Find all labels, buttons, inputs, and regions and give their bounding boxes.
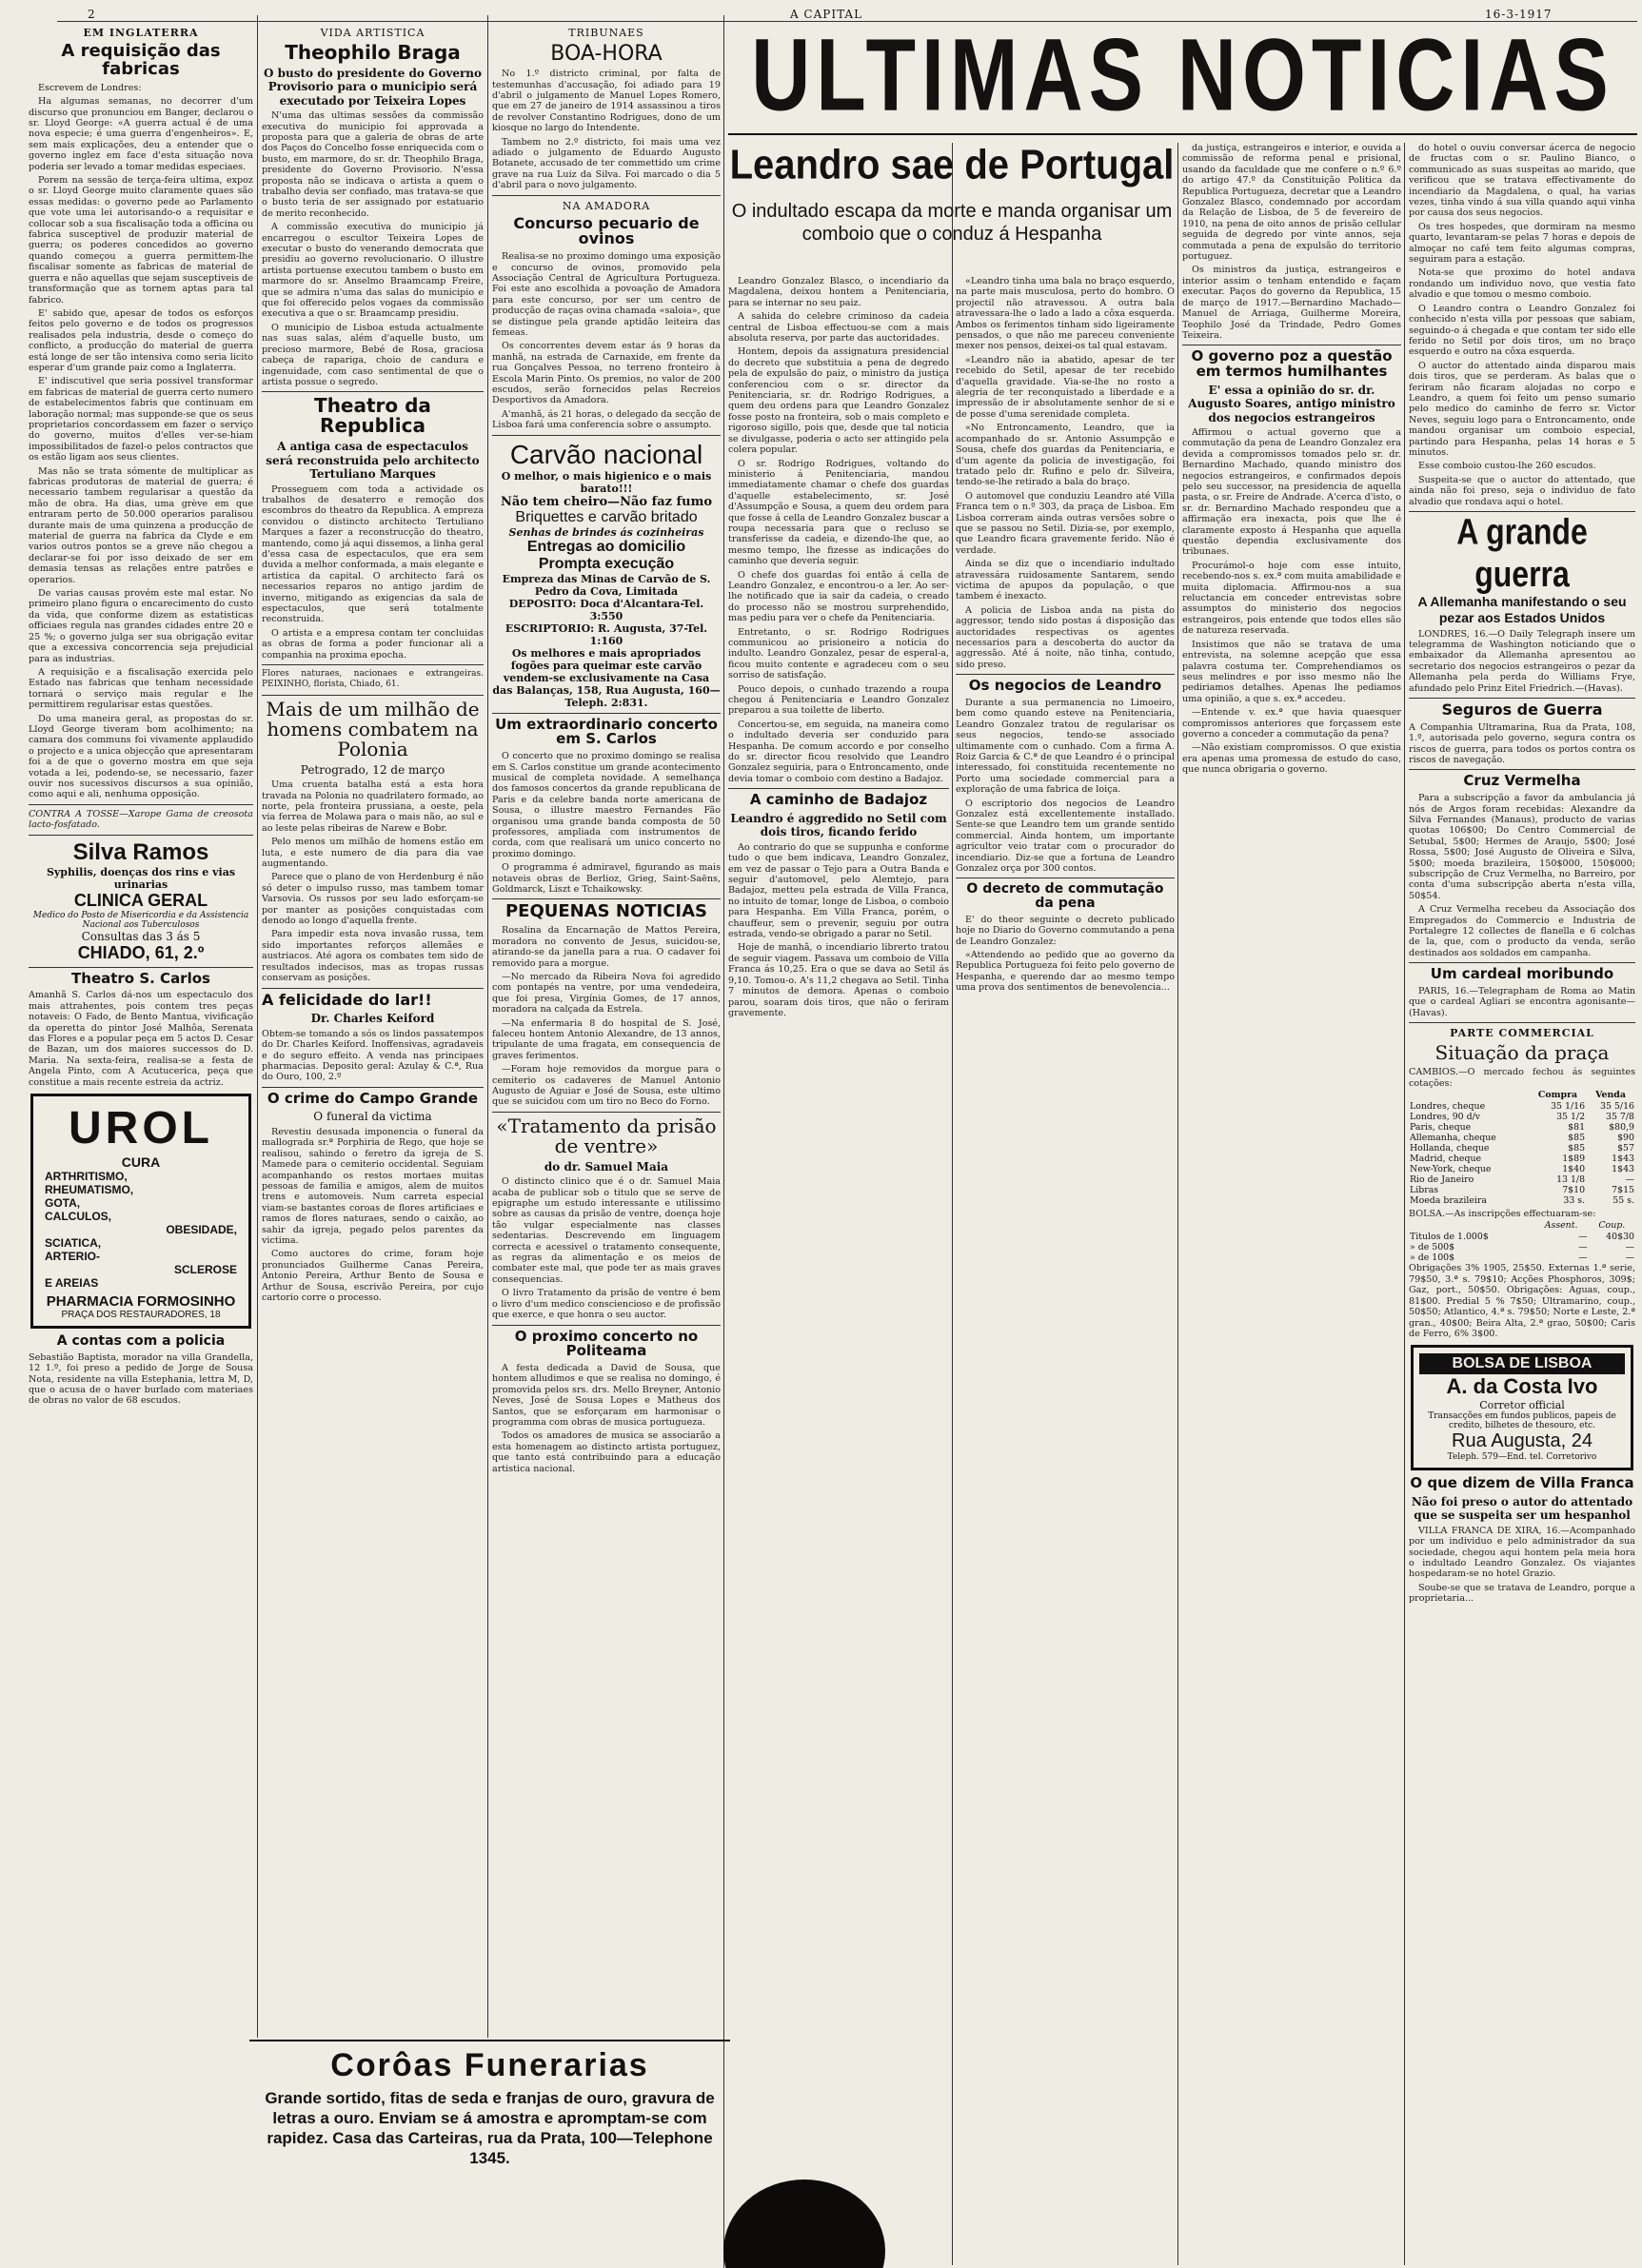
lead-story-head [728, 143, 1176, 246]
article-grande-guerra [1409, 629, 1635, 694]
article-paragraph: Hontem, depois da assignatura presidencial do decreto que substituia a pena de degredo pela de expulsão do paiz, o ministro da justiça conferenciou com o sr. director da Penitenciaria, sr. dr. Rodrigo Rodrigues, a quem deu ordens para que Leandro Gonzalez fosse posto na fronteira, sob o mais completo e rigoroso sigillo, pois que, desde que tal noticia se divulgasse, poderia o acto ser attingido pela colera popular. [728, 346, 949, 456]
ad-urol-cura: CURA [121, 1154, 161, 1170]
column-rule [487, 15, 488, 2038]
divider [249, 2040, 730, 2041]
table-header: Venda [1595, 1090, 1626, 1101]
table-row [1409, 1252, 1635, 1263]
headline-cardeal: Um cardeal moribundo [1430, 965, 1614, 983]
ad-silva-hours: Consultas das 3 ás 5 [81, 929, 201, 943]
article-paragraph: O livro Tratamento da prisão de ventre é bem o livro d'um medico consciencioso e de profissão que exerce, e que honra o seu auctor. [492, 1288, 721, 1321]
ad-carvao-title: Carvão nacional [509, 439, 703, 469]
column-rule [1177, 143, 1178, 2265]
article-paragraph: VILLA FRANCA DE XIRA, 16.—Acompanhado por um individuo e pelo administrador da sua sociedade, chegou aqui hontem pela meia hora o indultado Leandro Gonzalez. Os viajantes hospedaram-se no hotel Grazio. [1409, 1525, 1635, 1580]
article-paragraph: Ao contrario do que se suppunha e conforme tudo o que bem indicava, Leandro Gonzalez, em vez de passar o Tejo para a Outra Banda e seguir d'automovel, pelo Alemtejo, para Badajoz, metteu pela estrada de Villa Franca, no intuito de tomar, longe de Lisboa, o comboio para Hespanha. Em Villa Franca, porém, o chauffeur, sem o prevenir, seguiu por outra estrada, vendo-se obrigado a parar no Setil. [728, 841, 949, 940]
bolsa-more: Obrigações 3% 1905, 25$50. Externas 1.ª serie, 79$50, 3.ª s. 79$10; Acções Phosphoros, 309$; Gaz, port., 50$50. Obrigações: Aguas, coup., 81$00. Predial 5 % 7$50; Ultramarino, coup., 50$50; Atlantico, 4.ª s. 79$50; Norte e Leste, 2.ª gran., 40$00; Beira Alta, 2.ª grao, 50$00; Caris de Ferro, 6% 3$00. [1409, 1263, 1635, 1339]
ad-bolsa-title: BOLSA DE LISBOA [1419, 1353, 1625, 1374]
table-row [1409, 1164, 1635, 1174]
section-label: TRIBUNAES [568, 27, 644, 39]
cambios-intro: CAMBIOS.—O mercado fechou ás seguintes cotações: [1409, 1067, 1635, 1089]
ad-bolsa-phone: Teleph. 579—End. tel. Corretorivo [1447, 1452, 1597, 1463]
article-paragraph: O automovel que conduziu Leandro até Villa Franca tem o n.º 303, da praça de Lisboa. Em Lisboa correram ainda outras versões sobre o que se passou no Setil. Dizia-se, por exemplo, que Leandro ficara gravemente ferido. Não é verdade. [956, 490, 1175, 556]
table-cell: — [1625, 1174, 1634, 1186]
table-cell: 35 1/2 [1556, 1112, 1586, 1123]
table-cell: 1$40 [1562, 1164, 1586, 1175]
ad-carvao-line4: Entregas ao domicilio [526, 538, 686, 555]
article-leandro [728, 276, 949, 784]
article-paragraph: N'uma das ultimas sessões da commissão executiva do municipio foi approvada a proposta para que a galeria de obras de arte dos Paços do Concelho fosse enriquecida com o busto, em marmore, do sr. dr. Theophilo Braga, presidente do Governo Provisorio. N'essa proposta não se indicava o artista a quem o trabalho devia ser confiado, mas tratava-se que o busto teria de ser assignado por estatuario de merito reconhecido. [262, 110, 484, 219]
bolsa-table [1409, 1219, 1635, 1263]
article-paragraph: A commissão executiva do municipio já encarregou o escultor Teixeira Lopes de executar o busto do venerando democrata que presidiu ao governo revolucionario. O illustre artista portuense executou tambem o busto em marmore do sr. Anselmo Braamcamp Freire, que se admira n'uma das salas do municipio e que foi offerecido pelos vogaes da commissão executiva a que o sr. Braamcamp presidiu. [262, 222, 484, 320]
article-paragraph: PARIS, 16.—Telegrapham de Roma ao Matin que o cardeal Agliari se encontra agonisante—(Havas). [1409, 986, 1635, 1018]
table-cell: » de 100$ [1410, 1252, 1455, 1264]
article-concerto-sao-carlos [492, 751, 721, 895]
article-paragraph: E' indiscutivel que seria possivel transformar em fabricas de material de guerra certo numero de estabelecimentos fabris que continuam em laboração normal; mas supponde-se que os seus proprietarios concordassem em fazer o serviço do governo, muitos d'elles ver-se-hiam impossibilitados de fazel-o pelos contractos que os estão ligam aos seus clientes. [29, 376, 253, 463]
condition-item: CALCULOS, [45, 1210, 111, 1223]
article-paragraph: Ainda se diz que o incendiario indultado atravessára ruidosamente Santarem, sendo victima de apupos da população, o que tambem é inexacto. [956, 559, 1175, 602]
table-header: Compra [1537, 1090, 1578, 1101]
table-header: Assent. [1544, 1220, 1578, 1232]
article-paragraph: O concerto que no proximo domingo se realisa em S. Carlos constitue um grande acontecimento musical de completa novidade. A semelhança dos famosos concertos da grande republicana de Paris e da celebre banda norte americana de Sousa, o illustre maestro Fernandes Fão organisou uma grande banda composta de 50 professores, ampliada com instrumentos de corda, com que realisará um unico concerto no proximo domingo. [492, 751, 721, 859]
column-6 [1182, 143, 1401, 2265]
article-paragraph: Porem na sessão de terça-feira ultima, expoz o sr. Lloyd George muito claramente quaes são essas medidas: o governo pede ao Parlamento que vote uma lei autorisando-o a requisitar e collocar sob a sua fiscalisação toda a officina ou fabrica susceptivel de produzir material de guerra; os poderes concedidos ao governo quando começou a guerra permittem-lhe fiscalisar somente as fabricas de material de guerra e não aquellas que sejam susceptiveis de transformação que as tornem aptas para tal fabrico. [29, 175, 253, 306]
table-row [1409, 1232, 1635, 1242]
table-row [1409, 1101, 1635, 1112]
article-paragraph: Leandro Gonzalez Blasco, o incendiario da Magdalena, deixou hontem a Penitenciaria, para se internar no seu paiz. [728, 276, 949, 308]
article-paragraph: Durante a sua permanencia no Limoeiro, bem como quando esteve na Penitenciaria, Leandro Gonzalez tratou de regularisar os seus negocios, tendo-se associado ultimamente com o cunhado. Com a firma A. Roiz Garcia & C.ª de que Leandro é o principal interessado, foi constituida recentemente no Porto uma sociedade commercial para a exploração de uma fabrica de loiça. [956, 697, 1175, 796]
article-paragraph: O auctor do attentado ainda disparou mais dois tiros, que se perderam. As balas que o feriram não ficaram alojadas no corpo e Leandro, a quem foi feito um penso sumario pelo medico do caminho de ferro sr. Victor Neves, seguiu logo para o Entroncamento, onde mandou organisar um comboio especial, partindo para Hespanha, pelas 14 horas e 5 minutos. [1409, 360, 1635, 458]
article-paragraph: «Leandro tinha uma bala no braço esquerdo, na parte mais musculosa, perto do hombro. O projectil não atravessou. A outra bala atravessara-lhe o lado a lado a côxa esquerda. Ambos os ferimentos tinham sido ligeiramente pensados, o que não me pareceu conveniente mexer nos pensos, deixei-os tal qual estavam. [956, 276, 1175, 352]
column-1 [29, 25, 253, 2268]
article-tratamento [492, 1176, 721, 1320]
ad-coroas-title: Corôas Funerarias [330, 2047, 649, 2083]
article-paragraph: Para a subscripção a favor da ambulancia já nós de Argos foram recebidas: Alexandre da Silva Fernandes (Manaus), producto de varias quotas 106$00; Do Centro Commercial de Setubal, 5$00; Hermes de Araujo, 5$00; José Rossa, 5$00; José Augusto de Oliveira e Silva, 5$00; moeda brazileira, 150$000, 150$000; subscripção de Cruz Vermelha, no Barreiro, por conta d'uma subscripção aberta n'esta villa, 50$54. [1409, 793, 1635, 901]
table-cell: Titulos de 1.000$ [1410, 1232, 1489, 1243]
subhead-grande-guerra: A Allemanha manifestando o seu pezar aos Estados Unidos [1417, 594, 1627, 625]
article-theatro-sao-carlos: Amanhã S. Carlos dá-nos um espectaculo dos mais attrahentes, pois contem tres peças notaveis: O Fado, de Bento Mantua, vivificação da operetta do pintor José Malhôa, Serenata das Flores e a popular peça em 5 actos D. Cesar de Bazan, um dos maiores successos do D. Maria. Na sexta-feira, realisa-se a festa de Angela Pinto, com A Acutucerica, peça que constitue a mais recente estreia da actriz. [29, 990, 253, 1088]
article-paragraph: O Leandro contra o Leandro Gonzalez foi conhecido n'esta villa por pessoas que sabiam, seguindo-o á chegada e que contam ter sido elle ferido no Setil por dois tiros, um no braço esquerdo e outro na côxa esquerda. [1409, 303, 1635, 358]
divider [728, 788, 949, 789]
article-paragraph: Hoje de manhã, o incendiario librerto tratou de seguir viagem. Passava um comboio de Villa Franca ás 10,25. Era o que se dava ao Setil ás 9,10. Tomou-o. A's 11,2 chegava ao Setil. Tinha 7 minutos de demora. Apenas o comboio parou, soaram dois tiros, que não o feriram gravemente. [728, 942, 949, 1018]
article-paragraph: Entretanto, o sr. Rodrigo Rodrigues communicou ao prisioneiro a noticia do indulto. Leandro Gonzalez, pesar de esperal-a, ficou muito contente e agradeceu com o seu sorriso de satisfação. [728, 626, 949, 681]
article-paragraph: Suspeita-se que o auctor do attentado, que ainda não foi preso, seja o individuo de fato alvadio que rondava aqui o hotel. [1409, 474, 1635, 507]
headline-villa-franca: O que dizem de Villa Franca [1410, 1474, 1634, 1492]
article-paragraph: E' sabido que, apesar de todos os esforços feitos pelo governo e de todos os progressos realisados pela industria, desde o começo do conflicto, a producção do material de guerra está longe de ser tão intensiva como seria licito esperar d'um grande paiz como a Inglaterra. [29, 307, 253, 373]
table-cell: — [1625, 1252, 1634, 1264]
ad-bolsa-name: A. da Costa Ivo [1446, 1374, 1598, 1399]
column-7 [1409, 143, 1635, 2265]
table-cell: $57 [1617, 1143, 1634, 1154]
bolsa-text: BOLSA.—As inscripções effectuaram-se: [1409, 1209, 1596, 1220]
table-cell: 1$89 [1562, 1154, 1586, 1165]
subhead-villa-franca: Não foi preso o autor do attentado que se suspeita ser um hespanhol [1411, 1495, 1633, 1523]
article-paragraph: A festa dedicada a David de Sousa, que hontem alludimos e que se realisa no domingo, é promovida pelos srs. drs. Mello Breyner, Antonio Neves, José de Sousa Lopes e Matheus dos Santos, que se esforçaram em harmonisar o programma com obras de musica portugueza. [492, 1363, 721, 1429]
table-row [1409, 1242, 1635, 1252]
article-paragraph: «Leandro não ia abatido, apesar de ter recebido do Setil, apesar de ter recebido d'aquella gravidade. Via-se-lhe no rosto a alegria de ter reconquistado a liberdade e a impressão de ir absolutamente senhor de si e de posse d'uma serenidade completa. [956, 354, 1175, 420]
article-paragraph: Os ministros da justiça, estrangeiros e interior assim o tenham entendido e façam executar. Paços do governo da Republica, 15 de março de 1917.—Bernardino Machado—Manuel de Arriaga, Guilherme Moreira, Teophilo José da Trindade, Pedro Gomes Teixeira. [1182, 265, 1401, 341]
notice-tosse: CONTRA A TOSSE—Xarope Gama de creosota lacto-fosfatado. [29, 808, 253, 831]
divider [29, 967, 253, 968]
page-number: 2 [88, 8, 96, 21]
article-cruz-vermelha [1409, 793, 1635, 958]
headline-concerto-sao-carlos: Um extraordinario concerto em S. Carlos [495, 715, 718, 748]
headline-questao-humilhantes: O governo poz a questão em termos humilhantes [1191, 347, 1393, 381]
page-date: 16-3-1917 [1485, 8, 1553, 21]
ad-bolsa-role: Corretor official [1479, 1399, 1565, 1412]
ad-urol-pharmacy: PHARMACIA FORMOSINHO [46, 1293, 236, 1310]
article-paragraph: Soube-se que se tratava de Leandro, porque a proprietaria... [1409, 1582, 1635, 1605]
ad-carvao-line3: Senhas de brindes ás cozinheiras [508, 525, 704, 539]
article-paragraph: Os tres hospedes, que dormiram na mesmo quarto, levantaram-se pelas 7 horas e depois de almoçar no café tem feito algumas compras, seguiram para a estação. [1409, 221, 1635, 266]
divider [262, 391, 484, 392]
article-paragraph: —Entende v. ex.ª que havia quaesquer compromissos anteriores que forçassem este governo a conceder a commutação da pena? [1182, 707, 1401, 740]
article-paragraph: LONDRES, 16.—O Daily Telegraph insere um telegramma de Washington noticiando que o embaixador da Allemanha apresentou ao secretario dos negocios estrangeiros o pezar da Allemanha pela perda do Williams Frye, afundado pelo Prinz Eitel Friedrich.—(Havas). [1409, 628, 1635, 694]
article-polonia [262, 779, 484, 983]
ad-coroas-funerarias [249, 2040, 730, 2264]
table-cell: » de 500$ [1410, 1242, 1455, 1253]
ad-urol [30, 1094, 251, 1329]
ad-silva-line1: Syphilis, doenças dos rins e vias urinarias [46, 865, 236, 891]
article-paragraph: «No Entroncamento, Leandro, que ia acompanhado do sr. Antonio Assumpção e Sousa, chefe dos guardas da Penitenciaria, e d'um agente da policia de investigação, foi tratado pelo dr. Rufino e pelo dr. Silveira, tendo-se-lhe retirado a bala do braço. [956, 423, 1175, 488]
article-paragraph: A requisição e a fiscalisação exercida pelo Estado nas fabricas que tenham necessidade tornará o serviço mais regular e lhe permittirem regularisar estas questões. [29, 666, 253, 711]
article-paragraph: Pouco depois, o cunhado trazendo a roupa chegou á Penitenciaria e Leandro Gonzalez preparou a sua toilette de liberto. [728, 683, 949, 717]
article-contas-policia: Sebastião Baptista, morador na villa Grandella, 12 1.º, foi preso a pedido de Jorge de Sousa Nota, residente na villa Estephania, lettra M, D, que o acusa de o haver burlado com materiaes de obras no valor de 68 escudos. [29, 1351, 253, 1407]
divider [29, 804, 253, 805]
ad-silva-clinic: CLINICA GERAL [73, 890, 208, 910]
article-decreto-commutacao [956, 915, 1175, 994]
table-cell: $85 [1568, 1143, 1586, 1154]
table-cell: 40$30 [1606, 1232, 1634, 1243]
section-label: VIDA ARTISTICA [320, 27, 425, 39]
condition-item: ARTERIO- [45, 1250, 100, 1263]
divider [29, 835, 253, 836]
condition-item: OBESIDADE, [166, 1223, 237, 1236]
article-paragraph: Do uma maneira geral, as propostas do sr. Lloyd George tiveram bom acolhimento; na camara dos communs foi vivamente applaudido o projecto e a unica objecção que apresentaram foi a de que o governo mostra em que seja votada a lei, podendo-se, se necessario, fazer ouvir nos sucessivos discursos a sua opinião, como aqui e ali, nenhuma opposição. [29, 713, 253, 800]
article-paragraph: O distincto clinico que é o dr. Samuel Maia acaba de publicar sob o titulo que se serve de epigraphe um estudo interessante e utilissimo sobre as causas da prisão de ventre, doença hoje tão vulgar especialmente nas classes sedentarias. Descrevendo em linguagem correcta e acessivel o tratamento consequente, as regras da alimentação e os meios de combater este mal, que pode ter as mais graves consequencias. [492, 1176, 721, 1285]
column-rule [723, 15, 724, 2268]
headline-concerto-politeama: O proximo concerto no Politeama [514, 1327, 699, 1360]
ad-carvao-line9: Os melhores e mais apropriados fogões para queimar este carvão vendem-se exclusivamente na Casa das Balanças, 158, Rua Augusta, 160—Teleph. 2:831. [492, 646, 721, 709]
article-paragraph: O programma é admiravel, figurando as mais notaveis obras de Berlioz, Grieg, Saint-Saëns, Goldmarck, Liszt e Tchaikowsky. [492, 862, 721, 896]
section-label: NA AMADORA [562, 199, 651, 212]
article-paragraph: —Não existiam compromissos. O que existia era apenas uma promessa de estudo do caso, que nunca obrigaria o governo. [1182, 742, 1401, 776]
article-paragraph: O chefe dos guardas foi então á cella de Leandro Gonzalez, e encontrou-o a ler. Ao ser-lhe notificado que ia sair da cadeia, o creado do processo não se mostrou surprehendido, mas pediu para ver o chefe da Penitenciaria. [728, 569, 949, 624]
table-cell: — [1578, 1252, 1588, 1264]
masthead [728, 23, 1637, 137]
column-2 [262, 25, 484, 2047]
article-theophilo-braga [262, 110, 484, 387]
table-cell: 55 s. [1612, 1195, 1634, 1207]
article-paragraph: Pelo menos um milhão de homens estão em luta, e este numero de dia para dia vae augmentando. [262, 837, 484, 870]
article-paragraph: No 1.º districto criminal, por falta de testemunhas d'accusação, foi adiado para 19 d'abril o julgamento de Manuel Lopes Romero, que em 27 de janeiro de 1914 assassinou a tiros de revolver Constantino Rodrigues, dono de um kiosque no largo do Intendente. [492, 69, 721, 134]
header-rule [57, 21, 1637, 22]
table-cell: 13 1/8 [1556, 1174, 1586, 1186]
article-theatro-republica [262, 484, 484, 661]
divider [262, 988, 484, 989]
article-paragraph: —Na enfermaria 8 do hospital de S. José, faleceu hontem Antonio Alexandre, de 13 annos, tripulante de uma fragata, em consequencia de graves ferimentos. [492, 1017, 721, 1061]
divider [492, 1325, 721, 1326]
condition-item: SCIATICA, [45, 1236, 102, 1250]
ad-seguros-title: Seguros de Guerra [1441, 700, 1603, 720]
divider [1409, 769, 1635, 770]
headline-boa-hora: BOA-HORA [550, 42, 663, 66]
section-label: EM INGLATERRA [83, 27, 199, 39]
ad-carvao-line6: Empreza das Minas de Carvão de S. Pedro da Cova, Limitada [502, 572, 711, 598]
article-paragraph: —Foram hoje removidos da morgue para o cemiterio os cadaveres de Manuel Antonio Augusto de Aguiar e José de Sousa, este ultimo que se suicidou com um tiro no Beco do Forno. [492, 1064, 721, 1108]
divider [956, 674, 1175, 675]
table-cell: — [1578, 1242, 1588, 1253]
column-rule [1404, 143, 1405, 2265]
divider [1409, 698, 1635, 699]
article-pequenas-noticias [492, 925, 721, 1108]
divider [262, 695, 484, 696]
table-cell: 1$43 [1612, 1154, 1634, 1165]
divider [262, 664, 484, 665]
column-rule [952, 143, 953, 2265]
headline-crime-campo-grande: O crime do Campo Grande [267, 1089, 479, 1107]
headline-pequenas-noticias: PEQUENAS NOTICIAS [504, 901, 708, 922]
article-paragraph: Revestiu desusada imponencia o funeral da mallograda sr.ª Porphiria de Rego, que hoje se realisou, sahindo o feretro da igreja de S. Mamede para o cemiterio occidental. Seguiam acompanhando os restos mortaes muitas pessoas de familia e amigos, alem de muitos trens e automoveis. Num carreta especial viam-se bastantes coroas de flores artificiaes e ramos de flores naturaes, sendo o caixão, ao sahir da igreja, pegado pelos parentes da victima. [262, 1126, 484, 1246]
divider [492, 435, 721, 436]
table-row [1409, 1185, 1635, 1195]
article-villa-franca-cont [1409, 143, 1635, 507]
divider [1409, 1022, 1635, 1023]
section-label: PARTE COMMERCIAL [1450, 1027, 1594, 1040]
headline-caminho-badajoz: A caminho de Badajoz [749, 791, 928, 809]
article-paragraph: De varias causas provém este mal estar. No primeiro plano figura o encarecimento do custo da vida, que conforme dizem as estatisticas officiaes regula nas grandes cidades entre 20 e 25 %; o governo julga ser sua obrigação evitar que a excessiva concorrencia seja prejudicial para as industrias. [29, 588, 253, 664]
ad-carvao-line5: Prompta execução [538, 555, 675, 572]
headline-tratamento: «Tratamento da prisão de ventre» [496, 1114, 717, 1157]
divider [492, 195, 721, 196]
ad-felicidade [262, 990, 484, 1083]
headline-negocios-leandro: Os negocios de Leandro [968, 677, 1162, 695]
article-paragraph: Procurámol-o hoje com esse intuito, recebendo-nos s. ex.ª com muita amabilidade e muita diplomacia. Affirmou-nos a sua reluctancia em conceder entrevistas sobre assumptos do ministerio dos negocios estrangeiros, pois entende que todos elles são de natureza reservada. [1182, 560, 1401, 637]
ad-carvao-nacional [492, 440, 721, 709]
divider [492, 1112, 721, 1113]
table-header: Coup. [1598, 1220, 1626, 1232]
headline-cruz-vermelha: Cruz Vermelha [1463, 772, 1581, 790]
subhead-theatro-republica: A antiga casa de espectaculos será reconstruida pelo architecto Tertuliano Marques [266, 440, 480, 482]
ad-seguros-body: A Companhia Ultramarina, Rua da Prata, 108, 1.º, autorisada pelo governo, segura contra os riscos de guerra, para todos os portos contra os riscos de navegação. [1409, 721, 1635, 766]
condition-item: RHEUMATISMO, [45, 1183, 134, 1196]
paper-name: A CAPITAL [789, 8, 863, 21]
table-cell: — [1625, 1242, 1634, 1253]
article-paragraph: Parece que o plano de von Herdenburg é não só deter o impulso russo, mas tambem tomar Varsovia. Os russos por seu lado esforçam-se por manter as posições conquistadas com denodo ao longo d'aquella frente. [262, 872, 484, 927]
masthead-rule [728, 133, 1637, 135]
article-requisicao [29, 83, 253, 800]
masthead-title: ULTIMAS NOTICIAS [751, 23, 1614, 132]
article-paragraph: Ha algumas semanas, no decorrer d'um discurso que pronunciou em Banger, declarou o sr. Lloyd George: «A guerra actual é de uma nova especie; é uma guerra d'engenheiros». E, sem mais explicações, deu a entender que o governo inglez em face d'esta situação nova poderia ser levado a tomar medidas especiaes. [29, 96, 253, 172]
headline-situacao-praca: Situação da praça [1434, 1041, 1610, 1065]
article-paragraph: Affirmou o actual governo que a commutação da pena de Leandro Gonzalez era devida a compromissos tomados pelo sr. dr. Bernardino Machado, quando ministro dos negocios estrangeiros, e confirmados depois pelo seu successor, na presidencia de aquella pasta, o sr. Freire de Andrade. A'cerca d'isto, o sr. dr. Bernardino Machado respondeu que a affirmação era inexacta, pois que lhe é claramente exposto á Hespanha que aquella questão dependia exclusivamente dos tribunaes. [1182, 426, 1401, 558]
headline-concurso-ovinos: Concurso pecuario de ovinos [513, 213, 700, 248]
article-villa-franca [1409, 1526, 1635, 1605]
article-concurso-ovinos [492, 251, 721, 431]
article-paragraph: Esse comboio custou-lhe 260 escudos. [1418, 461, 1596, 472]
article-paragraph: Mas não se trata sómente de multiplicar as fabricas produtoras de material de guerra; é necessario tambem regularisar a questão da mão de obra. Ha dias, uma grève em que entraram perto de 50.000 operarios paralisou durante mais de uma quinzena a producção de material de guerra na fabrica da Clyde e em varios outros pontos se a greve não chegou a declarar-se foi por isso deixado de ser em demasia tensas as relações entre patrões e operarios. [29, 465, 253, 585]
article-paragraph: —No mercado da Ribeira Nova foi agredido com pontapés na ventre, por uma vendedeira, que foi presa, Virgínia Gomes, de 17 annos, moradora na calçada da Estrela. [492, 971, 721, 1016]
table-row [1409, 1122, 1635, 1133]
table-cell: 35 5/16 [1600, 1101, 1634, 1113]
article-paragraph: «Attendendo ao pedido que ao governo da Republica Portugueza foi feito pelo governo de Hespanha, e querendo dar ao mesmo tempo uma prova dos sentimentos de benevolencia... [956, 950, 1175, 994]
article-concerto-politeama [492, 1363, 721, 1474]
table-cell: Paris, cheque [1410, 1122, 1472, 1134]
table-cell: 35 1/16 [1551, 1101, 1586, 1113]
article-cardeal [1409, 986, 1635, 1018]
table-cell: New-York, cheque [1410, 1164, 1492, 1175]
table-cell: Allemanha, cheque [1410, 1133, 1496, 1144]
headline-decreto-commutacao: O decreto de commutação da pena [966, 881, 1164, 912]
article-paragraph: Escrevem de Londres: [38, 82, 142, 93]
article-decreto-cont [1182, 143, 1401, 341]
column-4 [728, 276, 949, 2265]
subhead-tratamento: do dr. Samuel Maia [544, 1159, 669, 1173]
table-cell: 1$43 [1612, 1164, 1634, 1175]
table-header [1409, 1219, 1534, 1232]
table-row [1409, 1143, 1635, 1154]
table-cell: 33 s. [1563, 1195, 1586, 1207]
article-paragraph: Todos os amadores de musica se associarão a esta homenagem ao distincto artista portuguez, que tanto está contribuindo para a educação artistica nacional. [492, 1430, 721, 1474]
subhead-augusto-soares: E' essa a opinião do sr. dr. Augusto Soares, antigo ministro dos negocios estrangeiros [1188, 383, 1395, 424]
table-cell: $80,9 [1609, 1122, 1634, 1134]
headline-requisicao: A requisição das fabricas [61, 41, 221, 79]
article-paragraph: O municipio de Lisboa estuda actualmente nas suas salas, além d'aquelle busto, um precioso marmore, Bebé de Rosa, graciosa cabeça de rapariga, choio de candura e ingenuidade, com caso sentimental de que o artista possue o segredo. [262, 322, 484, 387]
article-paragraph: Nota-se que proximo do hotel andava rondando um individuo novo, que vestia fato alvadio e que tomou o mesmo comboio. [1409, 267, 1635, 301]
headline-theatro-sao-carlos: Theatro S. Carlos [71, 969, 210, 987]
article-leandro-cont [956, 276, 1175, 670]
column-5 [956, 276, 1175, 2265]
subhead-caminho-badajoz: Leandro é aggredido no Setil com dois tiros, ficando ferido [730, 812, 947, 839]
article-paragraph: Insistimos que não se tratava de uma entrevista, na solemne acepção que essa palavra costuma ter. Comprehendiamos os seus melindres e por isso mesmo não lhe pediriamos detalhes. Apenas lhe pediamos uma opinião, a que s. ex.ª accedeu. [1182, 639, 1401, 704]
condition-item: GOTA, [45, 1196, 81, 1210]
article-crime-campo-grande [262, 1127, 484, 1304]
table-cell: Libras [1410, 1185, 1439, 1196]
table-row [1409, 1195, 1635, 1206]
ad-silva-name: Silva Ramos [72, 838, 209, 865]
table-cell: 7$15 [1612, 1185, 1634, 1196]
article-paragraph: Os concorrentes devem estar ás 9 horas da manhã, na estrada de Carnaxide, em frente da rua Gonçalves Pessoa, no terreno fronteiro à Escola Marin Pinto. Os premios, no valor de 200 escudos, serão fornecidos pelas Recreios Desportivos da Amadora. [492, 341, 721, 406]
headline-milhao-homens: Mais de um milhão de homens combatem na Polonia [266, 697, 480, 760]
article-paragraph: A Cruz Vermelha recebeu da Associação dos Empregados do Commercio e Industria de Portalegre 12 collectes de flanella e 6 colchas de la, que, com o producto da venda, serão destinados aos soldados em campanha. [1409, 904, 1635, 958]
ad-carvao-tag: O melhor, o mais higienico e o mais barato!!! [501, 469, 712, 495]
article-paragraph: A policia de Lisboa anda na pista do aggressor, tendo sido postas á disposição das auctoridades respectivas os agentes necessarios para a descoberta do auctor da aggressão. Até á noite, não tinha, contudo, sido preso. [956, 604, 1175, 670]
ad-urol-brand: UROL [69, 1103, 213, 1154]
article-paragraph: da justiça, estrangeiros e interior, e ouvida a commissão de reforma penal e prisional, usando da faculdade que me confere o n.º 6.º do artigo 47.º da Constituição Politica da Republica Portugueza, decretar que a Leandro Gonzalez Blasco, condemnado por accordam da Relação de Lisboa, de 5 de fevereiro de 1910, na pena de oito annos de prisão cellular seguida de degredo por vinte annos, seja commutada a pena de expulsão do territorio portuguez. [1182, 143, 1401, 263]
ad-carvao-line1: Não tem cheiro—Não faz fumo [500, 494, 713, 509]
column-3 [492, 25, 721, 2047]
headline-grande-guerra: A grande guerra [1456, 510, 1588, 595]
article-paragraph: Como auctores do crime, foram hoje pronunciados Guilherme Canas Pereira, Antonio Pereira, Arthur Bento de Sousa e Arthur de Sousa, escrivão Pereira, por cujo cartorio corre o processo. [262, 1249, 484, 1303]
ad-coroas-text: Grande sortido, fitas de seda e franjas de ouro, gravura de letras a ouro. Enviam se á amostra e apromptam-se com rapidez. Casa das Carteiras, rua da Prata, 100—Telephone 1345. [265, 2089, 715, 2167]
article-paragraph: do hotel o ouviu conversar ácerca de negocio de fructas com o sr. Paulino Bianco, o communicado as suas suspeitas ao marido, que verificou que se tratava effectivamente do incendiario da Magdalena, o qual, ha varias vezes, tinha vindo á sua villa quando aqui vinha por causa dos seus negocios. [1409, 143, 1635, 219]
article-paragraph: O artista e a empresa contam ter concluidas as obras de forma a poder funcionar ali a companhia na proxima epocha. [262, 627, 484, 661]
article-paragraph: E' do theor seguinte o decreto publicado hoje no Diario do Governo commutando a pena de Leandro Gonzalez: [956, 914, 1175, 947]
subhead-funeral: O funeral da victima [313, 1110, 432, 1124]
article-paragraph: O escriptorio dos negocios de Leandro Gonzalez está excellentemente installado. Sente-se que Leandro tem um grande sentido commercial. Ainda hontem, um importante agricultor veio tratar com o procurador do incendiario. Diz-se que a fortuna de Leandro Gonzalez orça por 300 contos. [956, 798, 1175, 875]
table-cell: Madrid, cheque [1410, 1154, 1482, 1165]
headline-theophilo-braga: Theophilo Braga [285, 41, 461, 64]
notice-flores: Flores naturaes, nacionaes e extrangeiras. PEIXINHO, florista, Chiado, 61. [262, 669, 484, 690]
ad-carvao-line7: DEPOSITO: Doca d'Alcantara-Tel. 3:550 [508, 597, 704, 622]
headline-theatro-republica: Theatro da Republica [314, 394, 431, 438]
divider [492, 898, 721, 899]
ad-urol-address: PRAÇA DOS RESTAURADORES, 18 [61, 1310, 221, 1320]
article-caminho-badajoz [728, 842, 949, 1019]
table-cell: Londres, 90 d/v [1410, 1112, 1481, 1123]
ad-carvao-line8: ESCRIPTORIO: R. Augusta, 37-Tel. 1:160 [504, 621, 708, 647]
ad-bolsa-address: Rua Augusta, 24 [1452, 1430, 1593, 1452]
table-cell: Moeda brazileira [1410, 1195, 1487, 1207]
ad-felicidade-body: Obtem-se tomando a sós os lindos passatempos do Dr. Charles Keiford. Inoffensivas, agradaveis e do seguro effeito. A venda nas principaes pharmacias. Deposito geral: Azulay & C.ª, Rua do Ouro, 100, 2.º [262, 1028, 484, 1083]
column-rule [257, 15, 258, 2038]
ad-felicidade-name: Dr. Charles Keiford [310, 1012, 435, 1026]
headline-contas-policia: A contas com a policia [56, 1333, 226, 1349]
article-paragraph: O sr. Rodrigo Rodrigues, voltando do ministerio á Penitenciaria, mandou immediatamente chamar o chefe dos guardas d'aquelle estabelecimento, sr. José d'Assumpção e Sousa, a quem deu ordem para que fosse á cella de Leandro Gonzalez buscar a roupa necessaria para que o recluso se transferisse da cadeia, e dizendo-lhe que, ao mesmo tempo, lhe fizesse as indicações do caminho que deveria seguir. [728, 458, 949, 567]
divider [262, 1087, 484, 1088]
condition-item: SCLEROSE [173, 1263, 237, 1276]
cambios-table [1409, 1089, 1635, 1206]
ad-urol-conditions [39, 1170, 243, 1290]
article-paragraph: Prosseguem com toda a actividade os trabalhos de desaterro e remoção dos escombros do theatro da Republica. A empreza convidou o distincto architecto Tertuliano Marques a fazer a reconstrucção do theatro, mantendo, como já aqui dissemos, a linha geral d'essa casa de espectaculos, que era sem duvida a melhor conformada, a mais elegante e artistica da capital. O architecto fará os necessarios reparos no antigo jardim de inverno, mitigando as exigencias da sala de espectaculos, que será totalmente reconstruida. [262, 483, 484, 625]
table-cell: — [1578, 1232, 1588, 1243]
ad-felicidade-title: A felicidade do lar!! [262, 990, 432, 1009]
table-cell: 35 7/8 [1606, 1112, 1634, 1123]
article-negocios-leandro [956, 698, 1175, 875]
article-paragraph: Concertou-se, em seguida, na maneira como o indultado deveria ser conduzido para Hespanha. De comum accordo e por conselho do sr. director ficou resolvido que Leandro Gonzalez seguiria, para o Entroncamento, onde devia tomar o comboio com destino a Badajoz. [728, 719, 949, 784]
dateline-petrogrado: Petrogrado, 12 de março [300, 762, 445, 777]
article-augusto-soares [1182, 427, 1401, 776]
table-cell: $81 [1568, 1122, 1586, 1134]
table-header-row [1409, 1089, 1635, 1101]
table-cell: $90 [1617, 1133, 1634, 1144]
article-paragraph: Para impedir esta nova invasão russa, tem sido importantes reforços allemães e austriacos. Até agora os combates tem sido de resultados indecisos, mas as tropas russas conservam as posições. [262, 929, 484, 984]
table-header-row [1409, 1219, 1635, 1232]
table-cell: Rio de Janeiro [1410, 1174, 1474, 1186]
ad-silva-ramos [29, 839, 253, 963]
table-row [1409, 1133, 1635, 1143]
condition-item: E AREIAS [45, 1276, 99, 1290]
table-row [1409, 1174, 1635, 1185]
table-row [1409, 1112, 1635, 1122]
table-cell: $85 [1568, 1133, 1586, 1144]
article-paragraph: A'manhã, ás 21 horas, o delegado da secção de Lisboa fará uma conferencia sobre o assumpto. [492, 408, 721, 431]
divider [1409, 962, 1635, 963]
article-paragraph: A sahida do celebre criminoso da cadeia central de Lisboa effectuou-se com a mais absoluta reserva, por parte das auctoridades. [728, 311, 949, 345]
table-cell: Hollanda, cheque [1410, 1143, 1490, 1154]
table-header [1409, 1089, 1530, 1101]
ad-bolsa-desc: Transacções em fundos publicos, papeis de credito, bilhetes de thesouro, etc. [1428, 1411, 1616, 1431]
article-paragraph: Realisa-se no proximo domingo uma exposição e concurso de ovinos, promovido pela Associação Central de Agricultura Portugueza. Foi este ano escolhida a povoação de Amadora para este concurso, por ser um centro de producção de raças ovina chamada «saloia», que se distingue pela grande aptidão leiteira das femeas. [492, 251, 721, 338]
condition-item: ARTHRITISMO, [45, 1170, 128, 1183]
article-paragraph: Tambem no 2.º districto, foi mais uma vez adiado o julgamento de Eduardo Augusto Botanete, accusado de ter commettido um crime grave na rua Luiz da Silva. Foi marcado o dia 5 d'abril para o novo julgamento. [492, 136, 721, 191]
ad-carvao-line2: Briquettes e carvão britado [515, 508, 698, 525]
ad-bolsa-lisboa [1411, 1345, 1633, 1470]
ad-silva-address: CHIADO, 61, 2.º [77, 942, 205, 962]
article-paragraph: Rosalina da Encarnação de Mattos Pereira, moradora no convento de Jesus, suicidou-se, atirando-se da janella para a rua. O cadaver foi removido para a morgue. [492, 925, 721, 969]
table-cell: Londres, cheque [1410, 1101, 1486, 1113]
lead-headline: Leandro sae de Portugal [729, 141, 1175, 188]
article-boa-hora [492, 69, 721, 190]
divider [492, 713, 721, 714]
ad-silva-line2: Medico do Posto de Misericordia e da Assistencia Nacional aos Tuberculosos [32, 910, 249, 930]
table-row [1409, 1154, 1635, 1164]
table-cell: 7$10 [1562, 1185, 1586, 1196]
lead-subhead: O indultado escapa da morte e manda organisar um comboio que o conduz á Hespanha [731, 201, 1173, 245]
article-paragraph: Uma cruenta batalha está a esta hora travada na Polonia no quadrilatero formado, ao norte, pela fronteira prussiana, a oeste, pela via ferrea de Molawa para o mais não, ao sul e ao leste pelas ribeiras de Narew e Bobr. [262, 779, 484, 834]
subhead-theophilo-braga: O busto do presidente do Governo Provisorio para o municipio será executado por Teixeira Lopes [263, 67, 483, 108]
